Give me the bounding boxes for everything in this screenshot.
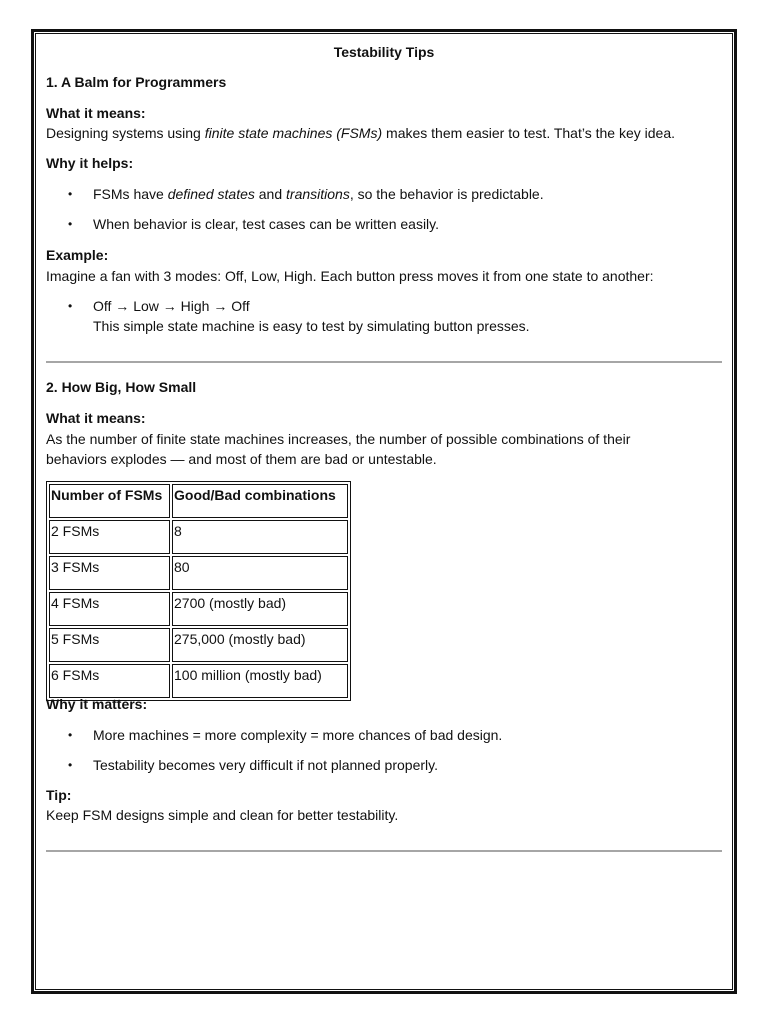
- table-row: [49, 556, 348, 590]
- list-item: • More machines = more complexity = more chances of bad design.: [46, 727, 502, 744]
- example-subtext: This simple state machine is easy to test by simulating button presses.: [93, 318, 530, 334]
- section2-what-text-line1: As the number of finite state machines increases, the number of possible combinations of their: [46, 431, 631, 447]
- table-cell: 6 FSMs: [49, 664, 170, 698]
- table-row: [49, 664, 348, 698]
- section1-what-text: Designing systems using finite state machines (FSMs) makes them easier to test. That’s the key idea.: [46, 125, 675, 141]
- section2-tip-text: Keep FSM designs simple and clean for better testability.: [46, 807, 399, 823]
- section-divider: [46, 361, 722, 363]
- table-row: [49, 592, 348, 626]
- table-cell: 100 million (mostly bad): [172, 664, 348, 698]
- table-header-row: [49, 484, 348, 518]
- fsm-term: finite state machines (FSMs): [204, 125, 383, 141]
- section2-what-label: What it means:: [46, 410, 146, 426]
- section2-why-label: Why it matters:: [46, 696, 148, 712]
- list-item: • Testability becomes very difficult if not planned properly.: [46, 757, 438, 774]
- section1-example-text: Imagine a fan with 3 modes: Off, Low, High. Each button press moves it from one state to another:: [46, 268, 654, 284]
- table-row: [49, 520, 348, 554]
- section2-what-text-line2: behaviors explodes — and most of them are bad or untestable.: [46, 451, 437, 467]
- section2-heading: 2. How Big, How Small: [46, 379, 197, 395]
- fsm-combinations-table: [46, 481, 351, 701]
- list-item: • When behavior is clear, test cases can be written easily.: [46, 216, 439, 233]
- section-divider: [46, 850, 722, 852]
- table-header: Number of FSMs: [49, 484, 170, 518]
- table-cell: 2700 (mostly bad): [172, 592, 348, 626]
- section1-heading: 1. A Balm for Programmers: [46, 74, 227, 90]
- table-cell: 4 FSMs: [49, 592, 170, 626]
- table-cell: 5 FSMs: [49, 628, 170, 662]
- table-cell: 8: [172, 520, 348, 554]
- table-cell: 80: [172, 556, 348, 590]
- table-cell: 3 FSMs: [49, 556, 170, 590]
- document-title: Testability Tips: [333, 44, 435, 60]
- table-cell: 2 FSMs: [49, 520, 170, 554]
- section1-why-label: Why it helps:: [46, 155, 134, 171]
- table-row: [49, 628, 348, 662]
- table-cell: 275,000 (mostly bad): [172, 628, 348, 662]
- table-header: Good/Bad combinations: [172, 484, 348, 518]
- section1-example-label: Example:: [46, 247, 109, 263]
- list-item: • Off → Low → High → Off: [46, 298, 250, 315]
- section1-what-label: What it means:: [46, 105, 146, 121]
- section2-tip-label: Tip:: [46, 787, 72, 803]
- list-item: • FSMs have defined states and transitions, so the behavior is predictable.: [46, 186, 544, 203]
